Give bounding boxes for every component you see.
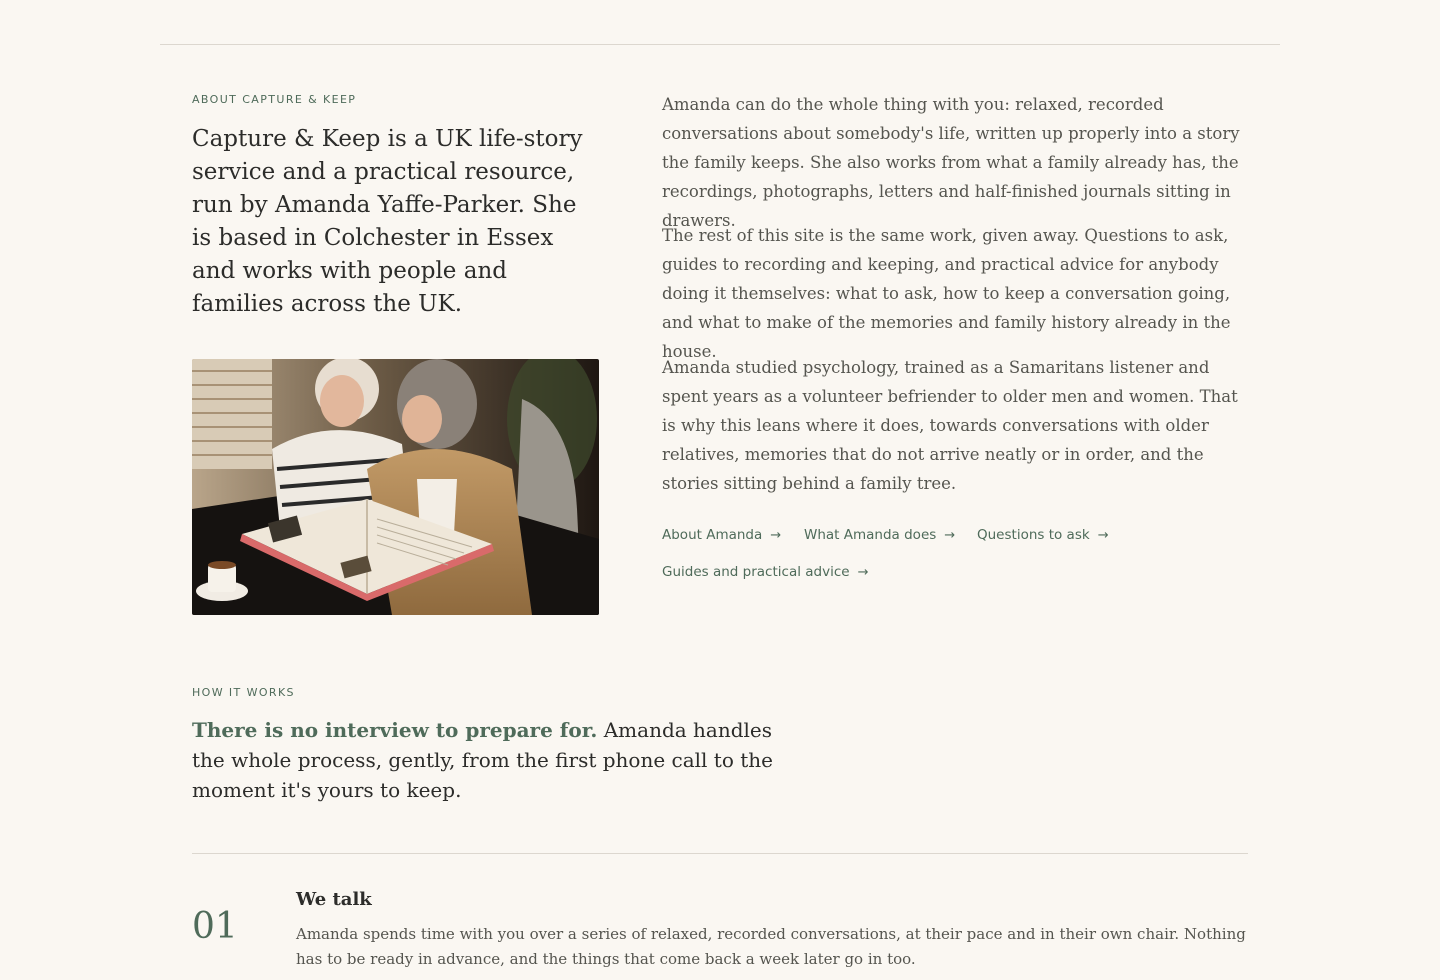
how-eyebrow: HOW IT WORKS — [192, 686, 295, 699]
arrow-right-icon: → — [857, 565, 869, 580]
step-number: 01 — [192, 906, 238, 947]
arrow-right-icon: → — [1097, 528, 1109, 543]
how-intro-accent: There is no interview to prepare for. — [192, 718, 598, 742]
arrow-right-icon: → — [944, 528, 956, 543]
arrow-right-icon: → — [770, 528, 782, 543]
photo-illustration — [192, 359, 599, 615]
about-lead: Capture & Keep is a UK life-story service and a practical resource, run by Amanda Yaffe-Parker. She is based in Colchester in Essex and works with people and families across the UK. — [192, 126, 583, 317]
about-paragraph-2: The rest of this site is the same work, given away. Questions to ask, guides to recording and keeping, and practical advice for anybody doing it themselves: what to ask, how to keep a conversation going, and what to make of the memories and family history already in the house. — [662, 226, 1231, 361]
how-intro — [192, 715, 782, 805]
about-paragraph-1: Amanda can do the whole thing with you: relaxed, recorded conversations about somebody's life, written up properly into a story the family keeps. She also works from what a family already has, the recordings, photographs, letters and half-finished journals sitting in drawers. — [662, 95, 1240, 230]
link-questions-to-ask[interactable] — [977, 527, 1109, 543]
about-paragraph-3: Amanda studied psychology, trained as a Samaritans listener and spent years as a volunteer befriender to older men and women. That is why this leans where it does, towards conversations with older relatives, memories that do not arrive neatly or in order, and the stories sitting behind a family tree. — [662, 358, 1238, 493]
link-about-amanda-label: About Amanda — [662, 527, 763, 543]
about-eyebrow: ABOUT CAPTURE & KEEP — [192, 93, 357, 106]
how-intro-rest: Amanda handles the whole process, gently, from the first phone call to the moment it's yours to keep. — [192, 718, 773, 802]
section-divider — [192, 853, 1248, 854]
step-description: Amanda spends time with you over a series of relaxed, recorded conversations, at their pace and in their own chair. Nothing has to be ready in advance, and the things that come back a week later go in too. — [296, 925, 1246, 968]
link-what-amanda-does[interactable] — [804, 527, 955, 543]
about-photo — [192, 359, 599, 615]
link-questions-to-ask-label: Questions to ask — [977, 527, 1090, 543]
link-what-amanda-does-label: What Amanda does — [804, 527, 937, 543]
link-guides-practical-advice[interactable] — [662, 564, 868, 580]
top-divider — [160, 44, 1280, 45]
step-title: We talk — [296, 889, 372, 910]
link-about-amanda[interactable] — [662, 527, 781, 543]
link-guides-label: Guides and practical advice — [662, 564, 850, 580]
